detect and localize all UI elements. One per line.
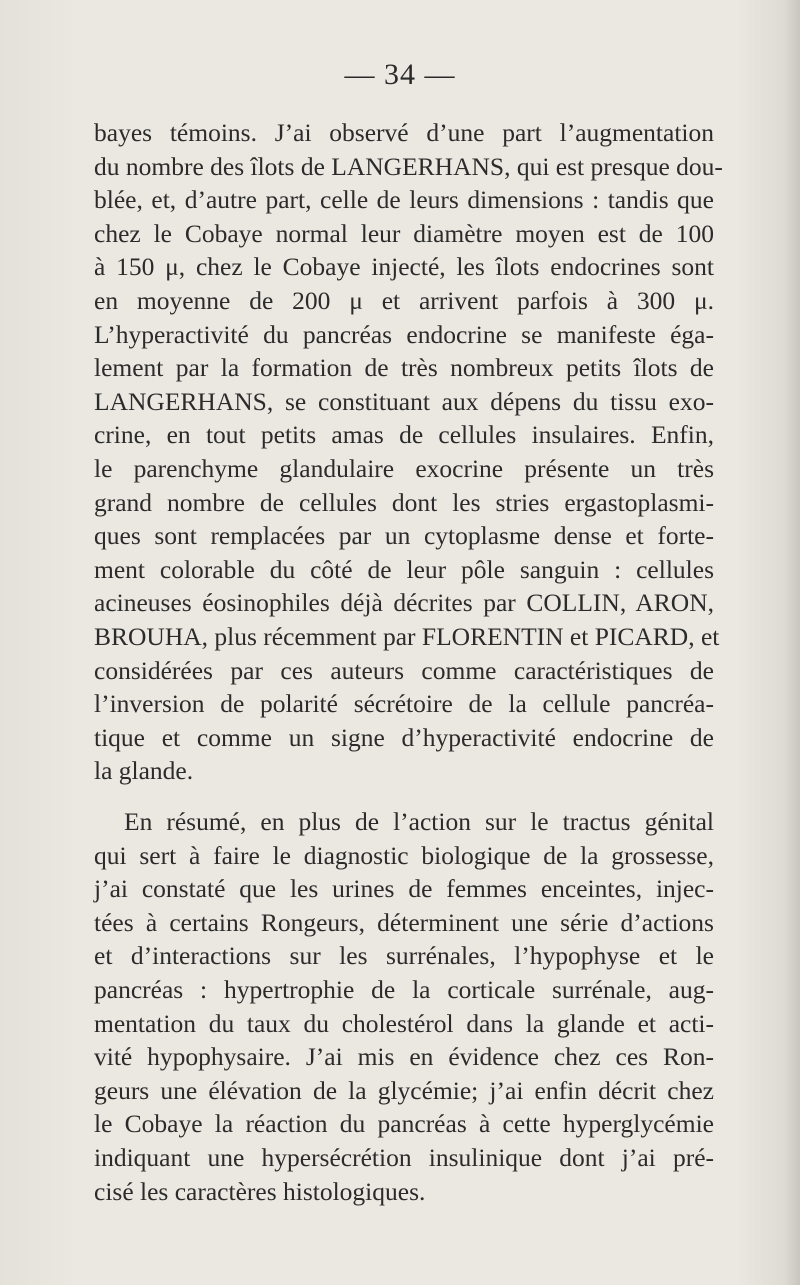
text-line: tique et comme un signe d’hyperactivité endocrine de [94,722,714,752]
text-line: indiquant une hypersécrétion insulinique dont j’ai pré- [94,1142,714,1172]
text-line: bayes témoins. J’ai observé d’une part l’augmentation [94,118,714,147]
text-line: l’inversion de polarité sécrétoire de la cellule pancréa- [94,689,714,719]
text-line: à 150 μ, chez le Cobaye injecté, les îlots endocrines sont [94,252,714,282]
text-line: L’hyperactivité du pancréas endocrine se manifeste éga- [94,319,714,349]
text-line: lement par la formation de très nombreux petits îlots de [94,353,714,383]
paragraph-2 [94,805,714,1208]
text-line: LANGERHANS, se constituant aux dépens du tissu exo- [94,386,714,416]
text-line: tées à certains Rongeurs, déterminent une série d’actions [94,907,714,937]
text-line: En résumé, en plus de l’action sur le tractus génital [124,807,714,836]
text-line: le parenchyme glandulaire exocrine présente un très [94,453,714,483]
text-line: BROUHA, plus récemment par FLORENTIN et PICARD, et [94,621,720,651]
text-line: la glande. [94,756,194,786]
text-line: chez le Cobaye normal leur diamètre moyen est de 100 [94,218,714,248]
text-line: geurs une élévation de la glycémie; j’ai enfin décrit chez [94,1075,714,1105]
text-line: acineuses éosinophiles déjà décrites par COLLIN, ARON, [94,588,714,618]
text-line: et d’interactions sur les surrénales, l’hypophyse et le [94,941,714,971]
page-number: — 34 — [344,58,456,91]
text-line: j’ai constaté que les urines de femmes enceintes, injec- [94,874,714,904]
text-line: blée, et, d’autre part, celle de leurs dimensions : tandis que [94,185,714,215]
text-line: ques sont remplacées par un cytoplasme dense et forte- [94,521,714,551]
text-line: vité hypophysaire. J’ai mis en évidence chez ces Ron- [94,1042,714,1072]
text-line: cisé les caractères histologiques. [94,1176,426,1206]
text-line: du nombre des îlots de LANGERHANS, qui est presque dou- [94,151,723,181]
text-line: en moyenne de 200 μ et arrivent parfois à 300 μ. [94,285,714,315]
paragraph-1 [94,116,723,788]
text-line: grand nombre de cellules dont les stries ergastoplasmi- [94,487,714,517]
text-line: qui sert à faire le diagnostic biologique de la grossesse, [94,840,714,870]
text-line: mentation du taux du cholestérol dans la glande et acti- [94,1008,714,1038]
text-line: pancréas : hypertrophie de la corticale surrénale, aug- [94,974,714,1004]
text-line: le Cobaye la réaction du pancréas à cette hyperglycémie [94,1109,714,1139]
text-line: ment colorable du côté de leur pôle sanguin : cellules [94,554,714,584]
text-line: crine, en tout petits amas de cellules insulaires. Enfin, [94,420,714,450]
text-line: considérées par ces auteurs comme caractéristiques de [94,655,714,685]
